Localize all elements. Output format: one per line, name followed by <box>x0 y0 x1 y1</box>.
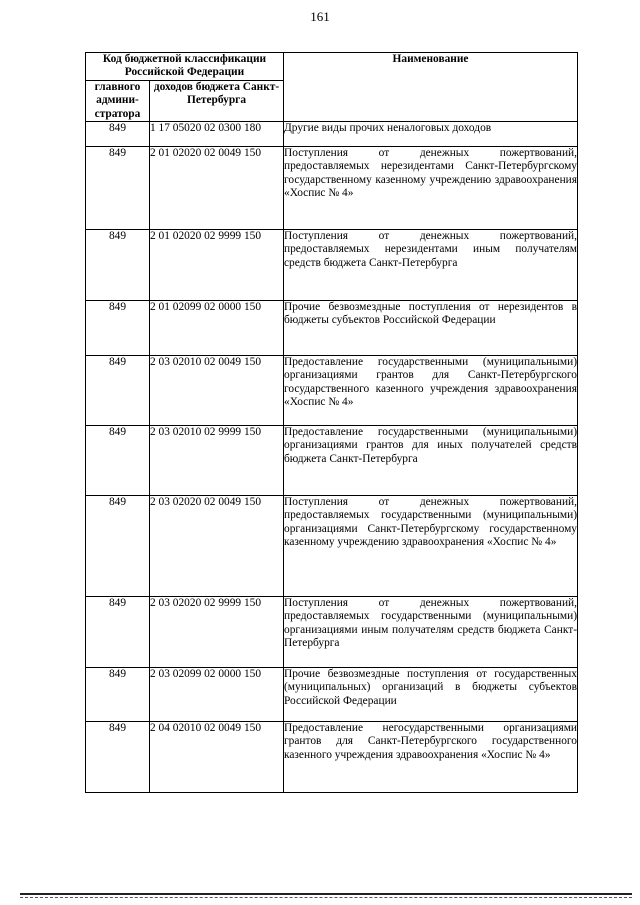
revenue-code-cell: 2 03 02010 02 9999 150 <box>150 426 284 496</box>
scan-bottom-edge <box>20 893 632 895</box>
admin-code-cell: 849 <box>86 122 150 147</box>
header-budget-code-group: Код бюджетной классификации Российской Федерации <box>86 53 284 81</box>
admin-code-cell: 849 <box>86 356 150 426</box>
admin-code-cell: 849 <box>86 426 150 496</box>
revenue-code-cell: 2 03 02010 02 0049 150 <box>150 356 284 426</box>
table-row <box>86 147 578 230</box>
admin-code-cell: 849 <box>86 722 150 793</box>
revenue-code-cell: 2 01 02020 02 0049 150 <box>150 147 284 230</box>
admin-code-cell: 849 <box>86 230 150 301</box>
revenue-code-cell: 2 04 02010 02 0049 150 <box>150 722 284 793</box>
header-revenue: доходов бюджета Санкт-Петербурга <box>150 80 284 121</box>
name-cell: Прочие безвозмездные поступления от государственных (муниципальных) организаций в бюджеты субъектов Российской Федерации <box>284 668 578 722</box>
revenue-code-cell: 2 03 02099 02 0000 150 <box>150 668 284 722</box>
table-row <box>86 668 578 722</box>
header-admin: главного админи-стратора <box>86 80 150 121</box>
budget-classification-table <box>85 52 578 793</box>
admin-code-cell: 849 <box>86 668 150 722</box>
revenue-code-cell: 2 01 02020 02 9999 150 <box>150 230 284 301</box>
name-cell: Поступления от денежных пожертвований, предоставляемых государственными (муниципальными) организациями иным получателям средств бюджета Санкт-Петербурга <box>284 597 578 668</box>
header-name: Наименование <box>284 53 578 122</box>
name-cell: Поступления от денежных пожертвований, предоставляемых государственными (муниципальными) организациями Санкт-Петербургскому государственному казенному учреждению здравоохранения «Хоспис № 4» <box>284 496 578 597</box>
name-cell: Предоставление негосударственными организациями грантов для Санкт-Петербургского государственного казенного учреждения здравоохранения «Хоспис № 4» <box>284 722 578 793</box>
revenue-code-cell: 1 17 05020 02 0300 180 <box>150 122 284 147</box>
revenue-code-cell: 2 01 02099 02 0000 150 <box>150 301 284 356</box>
admin-code-cell: 849 <box>86 301 150 356</box>
table-row <box>86 722 578 793</box>
table-row <box>86 301 578 356</box>
page-number: 161 <box>310 9 330 24</box>
scan-bottom-dash <box>20 897 632 898</box>
table-row <box>86 426 578 496</box>
name-cell: Предоставление государственными (муниципальными) организациями грантов для иных получателей средств бюджета Санкт-Петербурга <box>284 426 578 496</box>
table-row <box>86 122 578 147</box>
name-cell: Предоставление государственными (муниципальными) организациями грантов для Санкт-Петербургского государственного казенного учреждения здравоохранения «Хоспис № 4» <box>284 356 578 426</box>
name-cell: Другие виды прочих неналоговых доходов <box>284 122 578 147</box>
table-row <box>86 356 578 426</box>
revenue-code-cell: 2 03 02020 02 0049 150 <box>150 496 284 597</box>
admin-code-cell: 849 <box>86 597 150 668</box>
table-row <box>86 597 578 668</box>
admin-code-cell: 849 <box>86 496 150 597</box>
admin-code-cell: 849 <box>86 147 150 230</box>
table-row <box>86 496 578 597</box>
name-cell: Поступления от денежных пожертвований, предоставляемых нерезидентами иным получателям средств бюджета Санкт-Петербурга <box>284 230 578 301</box>
name-cell: Прочие безвозмездные поступления от нерезидентов в бюджеты субъектов Российской Федерации <box>284 301 578 356</box>
revenue-code-cell: 2 03 02020 02 9999 150 <box>150 597 284 668</box>
name-cell: Поступления от денежных пожертвований, предоставляемых нерезидентами Санкт-Петербургскому государственному казенному учреждению здравоохранения «Хоспис № 4» <box>284 147 578 230</box>
table-row <box>86 230 578 301</box>
